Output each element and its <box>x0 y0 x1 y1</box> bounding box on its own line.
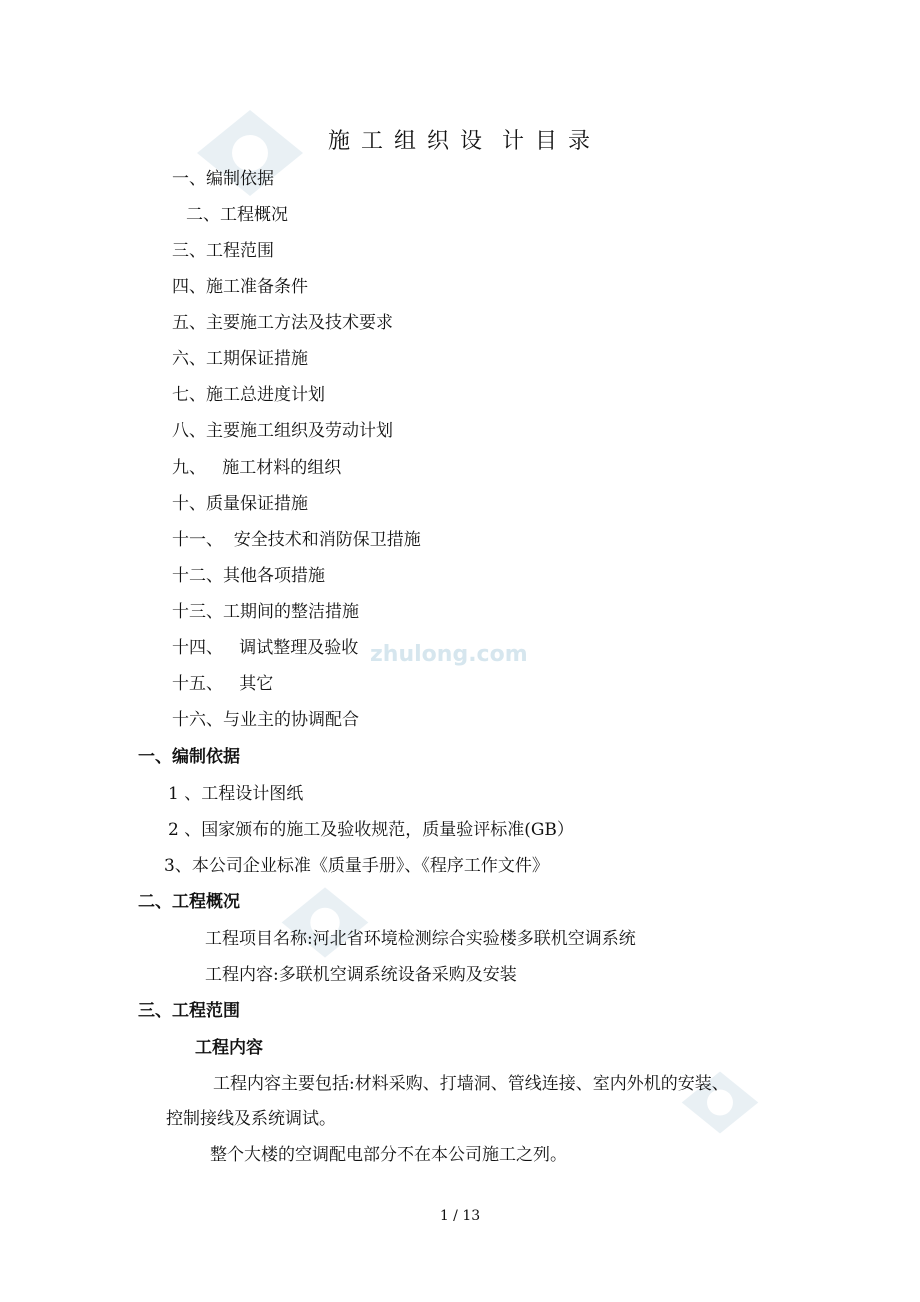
toc-item: 六、工期保证措施 <box>172 349 308 369</box>
watermark-text: zhulong.com <box>370 642 528 667</box>
toc-item: 四、施工准备条件 <box>172 277 308 297</box>
paragraph: 整个大楼的空调配电部分不在本公司施工之列。 <box>210 1145 567 1165</box>
section-heading: 三、工程范围 <box>138 1001 240 1021</box>
project-name: 工程项目名称:河北省环境检测综合实验楼多联机空调系统 <box>205 929 636 949</box>
toc-item: 十三、工期间的整洁措施 <box>172 602 359 622</box>
toc-item: 十二、其他各项措施 <box>172 566 325 586</box>
toc-item: 九、 施工材料的组织 <box>172 458 342 478</box>
toc-item: 十五、 其它 <box>172 674 274 694</box>
paragraph-line: 工程内容主要包括:材料采购、打墙洞、管线连接、室内外机的安装、 <box>213 1074 729 1094</box>
toc-item: 十一、 安全技术和消防保卫措施 <box>172 530 421 550</box>
page-title: 施 工 组 织 设 计 目 录 <box>328 129 592 154</box>
paragraph-line: 控制接线及系统调试。 <box>166 1109 336 1129</box>
toc-item: 三、工程范围 <box>172 241 274 261</box>
section-heading: 一、编制依据 <box>138 747 240 767</box>
section-heading: 二、工程概况 <box>138 892 240 912</box>
list-item: 1 、工程设计图纸 <box>168 784 304 804</box>
toc-item: 八、主要施工组织及劳动计划 <box>172 421 393 441</box>
page-number: 1 / 13 <box>439 1208 481 1224</box>
toc-item: 十、质量保证措施 <box>172 494 308 514</box>
toc-item: 五、主要施工方法及技术要求 <box>172 313 393 333</box>
toc-item: 一、编制依据 <box>172 169 274 189</box>
toc-item: 七、施工总进度计划 <box>172 385 325 405</box>
toc-item: 十四、 调试整理及验收 <box>172 638 359 658</box>
toc-item: 二、工程概况 <box>186 205 288 225</box>
list-item: 2 、国家颁布的施工及验收规范，质量验评标准(GB） <box>168 820 574 840</box>
project-content: 工程内容:多联机空调系统设备采购及安装 <box>205 965 517 985</box>
subsection-heading: 工程内容 <box>195 1038 263 1058</box>
list-item: 3、本公司企业标准《质量手册》、《程序工作文件》 <box>164 856 549 876</box>
toc-item: 十六、与业主的协调配合 <box>172 710 359 730</box>
